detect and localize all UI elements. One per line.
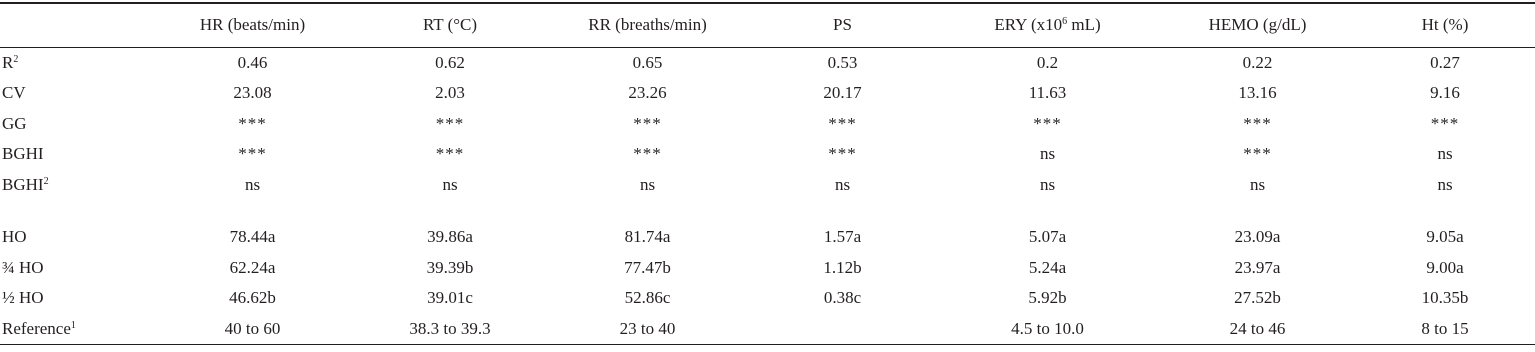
table-cell: *** bbox=[633, 113, 662, 133]
table-cell: 77.47b bbox=[624, 257, 671, 277]
row-label bbox=[0, 283, 150, 314]
column-header bbox=[935, 3, 1160, 47]
spacer-cell bbox=[750, 200, 935, 222]
table-cell: 8 to 15 bbox=[1355, 314, 1535, 345]
table-cell: 1.12b bbox=[823, 257, 862, 277]
column-header bbox=[1160, 3, 1355, 47]
table-cell: ns bbox=[442, 174, 458, 194]
table-cell: 11.63 bbox=[1028, 83, 1067, 103]
column-header-label: HEMO (g/dL) bbox=[1208, 15, 1307, 35]
table-row bbox=[0, 78, 1535, 109]
table-cell: 5.92b bbox=[1028, 288, 1067, 308]
spacer-row bbox=[0, 200, 1535, 222]
spacer-cell bbox=[545, 200, 750, 222]
row-label-text: R bbox=[2, 52, 14, 72]
table-cell: 0.27 bbox=[1430, 52, 1460, 72]
table-cell: 20.17 bbox=[823, 83, 862, 103]
row-label-superscript: 2 bbox=[13, 53, 19, 65]
row-label-text: HO bbox=[2, 227, 27, 247]
spacer-cell bbox=[150, 200, 355, 222]
spacer-cell bbox=[355, 200, 545, 222]
table-cell: *** bbox=[1243, 144, 1272, 164]
table-cell: 40 to 60 bbox=[150, 314, 355, 345]
table-cell: *** bbox=[828, 113, 857, 133]
table-cell: 0.2 bbox=[1036, 52, 1059, 72]
table-cell: 0.53 bbox=[827, 52, 858, 72]
table-cell: 39.39b bbox=[426, 257, 474, 277]
row-label-text: GG bbox=[2, 113, 27, 133]
table-cell: 23.97a bbox=[1234, 257, 1281, 277]
table-cell: 9.16 bbox=[1430, 83, 1460, 103]
table-cell: *** bbox=[435, 113, 465, 133]
spacer-cell bbox=[1355, 200, 1535, 222]
table-row bbox=[0, 314, 1535, 345]
row-label-text: ½ HO bbox=[2, 288, 44, 308]
row-label bbox=[0, 109, 150, 140]
table-row bbox=[0, 109, 1535, 140]
column-header bbox=[150, 3, 355, 47]
header-row bbox=[0, 3, 1535, 47]
table-cell: 0.65 bbox=[632, 52, 663, 72]
column-header-label: HR (beats/min) bbox=[199, 15, 306, 35]
table-cell: 1.57a bbox=[823, 227, 862, 247]
row-label-text: CV bbox=[2, 83, 26, 103]
table-cell: ns bbox=[1039, 144, 1056, 164]
row-label-superscript: 2 bbox=[43, 175, 49, 187]
table-cell: 0.22 bbox=[1242, 52, 1273, 72]
table-row bbox=[0, 47, 1535, 78]
table-cell: *** bbox=[1243, 113, 1272, 133]
table-cell bbox=[750, 314, 935, 345]
row-label bbox=[0, 314, 150, 345]
table-body bbox=[0, 47, 1535, 345]
row-label bbox=[0, 47, 150, 78]
table-cell: 39.86a bbox=[427, 227, 473, 247]
row-label-superscript: 1 bbox=[70, 319, 76, 331]
table-cell: ns bbox=[1437, 144, 1453, 164]
spacer-cell bbox=[935, 200, 1160, 222]
table-cell: *** bbox=[238, 113, 267, 133]
table-cell: 23.08 bbox=[233, 83, 272, 103]
table-cell: ns bbox=[1437, 174, 1453, 194]
table-cell: ns bbox=[244, 174, 261, 194]
column-header bbox=[750, 3, 935, 47]
row-label-text: Reference bbox=[2, 318, 71, 338]
row-label bbox=[0, 222, 150, 253]
table-cell: 4.5 to 10.0 bbox=[935, 314, 1160, 345]
row-label bbox=[0, 170, 150, 201]
table-cell: 27.52b bbox=[1234, 288, 1281, 308]
table-cell: 46.62b bbox=[229, 288, 276, 308]
column-header-label: RR (breaths/min) bbox=[588, 15, 707, 35]
table-cell: 10.35b bbox=[1421, 288, 1469, 308]
table-cell: 78.44a bbox=[229, 227, 276, 247]
table-cell: ns bbox=[1249, 174, 1266, 194]
table-cell: 23.26 bbox=[628, 83, 667, 103]
table-cell: 0.38c bbox=[823, 288, 862, 308]
table-cell: 24 to 46 bbox=[1160, 314, 1355, 345]
spacer-cell bbox=[0, 200, 150, 222]
column-header bbox=[1355, 3, 1535, 47]
table-cell: 81.74a bbox=[624, 227, 671, 247]
table-cell: ns bbox=[639, 174, 656, 194]
table-cell: 0.46 bbox=[237, 52, 268, 72]
table-cell: *** bbox=[1033, 113, 1062, 133]
table-cell: 2.03 bbox=[435, 83, 465, 103]
column-header-label: RT (°C) bbox=[422, 15, 478, 35]
table-cell: *** bbox=[238, 144, 267, 164]
table-cell: 9.00a bbox=[1426, 257, 1464, 277]
header-empty-cell bbox=[0, 3, 150, 47]
table-cell: *** bbox=[435, 144, 465, 164]
table-row bbox=[0, 283, 1535, 314]
column-header-label: Ht (%) bbox=[1421, 15, 1469, 35]
table-cell: 38.3 to 39.3 bbox=[355, 314, 545, 345]
column-header-unit: mL) bbox=[1067, 15, 1101, 35]
row-label-text: BGHI bbox=[2, 174, 44, 194]
row-label bbox=[0, 139, 150, 170]
table-row bbox=[0, 222, 1535, 253]
column-header-superscript: 6 bbox=[1062, 16, 1068, 28]
row-label-text: ¾ HO bbox=[2, 257, 44, 277]
table-cell: 23 to 40 bbox=[545, 314, 750, 345]
table-row bbox=[0, 170, 1535, 201]
table-cell: 39.01c bbox=[427, 288, 473, 308]
column-header bbox=[545, 3, 750, 47]
column-header-label: ERY (x10 bbox=[994, 15, 1063, 35]
table-cell: 5.07a bbox=[1028, 227, 1067, 247]
table-row bbox=[0, 139, 1535, 170]
table-row bbox=[0, 253, 1535, 284]
column-header bbox=[355, 3, 545, 47]
table-cell: ns bbox=[834, 174, 851, 194]
table-cell: *** bbox=[633, 144, 662, 164]
table-cell: *** bbox=[1430, 113, 1460, 133]
table-cell: 0.62 bbox=[435, 52, 465, 72]
table-cell: 13.16 bbox=[1238, 83, 1277, 103]
data-table bbox=[0, 2, 1535, 345]
table-cell: ns bbox=[1039, 174, 1056, 194]
column-header-label: PS bbox=[833, 15, 852, 35]
row-label bbox=[0, 78, 150, 109]
table-cell: 52.86c bbox=[624, 288, 671, 308]
table-cell: 9.05a bbox=[1426, 227, 1464, 247]
spacer-cell bbox=[1160, 200, 1355, 222]
table-cell: 62.24a bbox=[229, 257, 276, 277]
row-label bbox=[0, 253, 150, 284]
table-cell: *** bbox=[828, 144, 857, 164]
table-cell: 5.24a bbox=[1028, 257, 1067, 277]
table-cell: 23.09a bbox=[1234, 227, 1281, 247]
row-label-text: BGHI bbox=[2, 144, 44, 164]
